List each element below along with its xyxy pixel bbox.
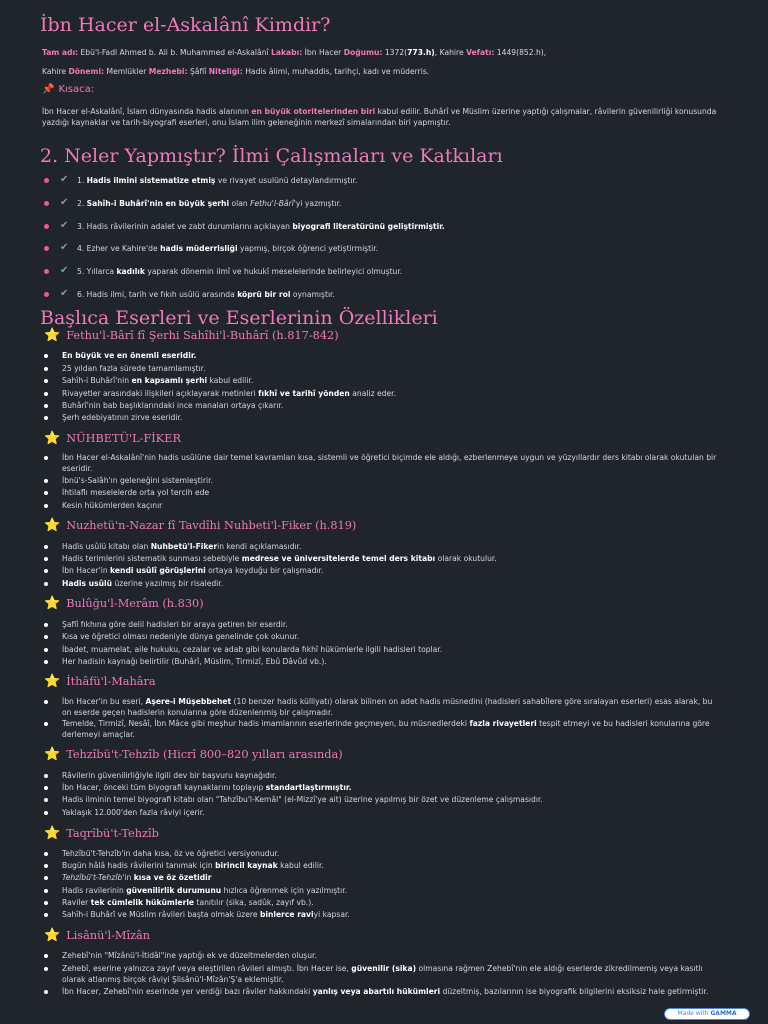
list-item: İbn Hacer, Zehebî'nin eserinde yer verdiği bazı râviler hakkındaki yanlış veya abartılı hükümleri düzeltmiş, bazılarının ise biyografik bilgilerini eksiksiz hale getirmiştir. — [44, 986, 724, 997]
check-icon: ✔ — [60, 197, 69, 208]
list-item: Buhârî'nin bab başlıklarındaki ince manaları ortaya çıkarır. — [44, 400, 724, 411]
star-icon: ⭐ — [44, 747, 61, 762]
list-item: Kesin hükümlerden kaçınır — [44, 500, 724, 511]
star-icon: ⭐ — [44, 431, 61, 446]
list-item: İbnü's-Salâh'ın geleneğini sistemleştirir. — [44, 475, 724, 486]
bullet-dot-icon — [44, 269, 49, 274]
bullet-dot-icon — [44, 292, 49, 297]
list-item: ✔ 4. Ezher ve Kahire'de hadis müderrisliği yapmış, birçok öğrenci yetiştirmiştir. — [44, 243, 378, 254]
info-line-1: Tam adı: Ebü'l-Fadl Ahmed b. Ali b. Muhammed el-Askalânî Lakabı: İbn Hacer Doğumu: 1372(773.h), Kahire Vefatı: 1449(852.h), — [42, 48, 547, 57]
work-title-nuzhetun-nazar: ⭐ Nuzhetü'n-Nazar fî Tavdîhi Nuhbeti'l-Fiker (h.819) — [44, 518, 357, 533]
list-item: Temelde, Tirmizî, Nesâî, İbn Mâce gibi meşhur hadis imamlarının eserlerinde geçmeyen, bu müsnedlerdeki fazla rivayetleri tespit etmeyi ve bu hadisleri konularına göre derlemeyi amaçlar. — [44, 718, 724, 740]
work-title-tehzibut-tehzib: ⭐ Tehzîbü't-Tehzîb (Hicrî 800–820 yılları arasında) — [44, 747, 343, 762]
list-item: İbn Hacer'in kendi usûlî görüşlerini ortaya koyduğu bir çalışmadır. — [44, 565, 724, 576]
list-item: Tehzîbü't-Tehzîb'in kısa ve öz özetidir — [44, 872, 724, 883]
work-title-ithaful-mahara: ⭐ İthâfü'l-Mahâra — [44, 674, 156, 689]
list-item: ✔ 3. Hadis râvilerinin adalet ve zabt durumlarını açıklayan biyografi literatürünü geliştirmiştir. — [44, 221, 445, 232]
list-item: İhtilaflı meselelerde orta yol tercih ede — [44, 487, 724, 498]
pushpin-icon: 📌 — [42, 84, 55, 95]
bullet-dot-icon — [44, 246, 49, 251]
star-icon: ⭐ — [44, 328, 61, 343]
list-item: İbadet, muamelat, aile hukuku, cezalar ve adab gibi konularda fıkhî hükümlerle ilgili hadisleri toplar. — [44, 644, 724, 655]
work-title-fethul-bari: ⭐ Fethu'l-Bârî fî Şerhi Sahîhi'l-Buhârî (h.817-842) — [44, 328, 339, 343]
star-icon: ⭐ — [44, 596, 61, 611]
list-item: Hadis ravilerinin güvenilirlik durumunu hızlıca öğrenmek için yazılmıştır. — [44, 885, 724, 896]
list-item: Sahîh-i Buhârî ve Müslim râvileri başta olmak üzere binlerce raviyi kapsar. — [44, 909, 724, 920]
check-icon: ✔ — [60, 288, 69, 299]
list-item: 25 yıldan fazla sürede tamamlamıştır. — [44, 363, 724, 374]
list-item: En büyük ve en önemli eseridir. — [44, 350, 724, 361]
list-item: Rivayetler arasındaki ilişkileri açıklayarak metinleri fıkhî ve tarihî yönden analiz eder. — [44, 388, 724, 399]
check-icon: ✔ — [60, 265, 69, 276]
star-icon: ⭐ — [44, 518, 61, 533]
work-title-taqribut-tehzib: ⭐ Taqrîbü't-Tehzîb — [44, 826, 159, 841]
list-item: Tehzîbü't-Tehzîb'in daha kısa, öz ve öğretici versiyonudur. — [44, 848, 724, 859]
check-icon: ✔ — [60, 174, 69, 185]
summary-paragraph: İbn Hacer el-Askalânî, İslam dünyasında hadis alanının en büyük otoritelerinden biri kabul edilir. Buhârî ve Müslim üzerine yaptığı çalışmalar, râvilerin güvenilirliği konusunda yazdığı kaynaklar ve tarih-biyografi eserleri, onu İslam ilim geleneğinin merkezî simalarından biri yapmıştır. — [42, 107, 717, 127]
star-icon: ⭐ — [44, 674, 61, 689]
list-item: ✔ 6. Hadis ilmi, tarih ve fıkıh usûlü arasında köprü bir rol oynamıştır. — [44, 289, 335, 300]
work-title-lisanul-mizan: ⭐ Lisânü'l-Mîzân — [44, 928, 151, 943]
list-item: Her hadisin kaynağı belirtilir (Buhârî, Müslim, Tirmizî, Ebû Dâvûd vb.). — [44, 656, 724, 667]
list-item: ✔ 5. Yıllarca kadılık yaparak dönemin ilmî ve hukukî meselelerinde belirleyici olmuştur. — [44, 266, 402, 277]
list-item: Zehebî, eserine yalnızca zayıf veya eleştirilen râvileri almıştı. İbn Hacer ise, güvenilir (sika) olmasına rağmen Zehebî'nin ele aldığı eserlerde zikredilmemiş veya kasıtlı olarak atlanmış birçok râviyi Şlisânü'l-Mîzân'Ş'a eklemiştir. — [44, 963, 724, 985]
section-title-calismalari: 2. Neler Yapmıştır? İlmi Çalışmaları ve Katkıları — [40, 145, 503, 167]
list-item: Raviler tek cümlelik hükümlerle tanıtılır (sika, sadûk, zayıf vb.). — [44, 897, 724, 908]
list-item: Sahîh-i Buhârî'nin en kapsamlı şerhi kabul edilir. — [44, 375, 724, 386]
section-title-eserleri: Başlıca Eserleri ve Eserlerinin Özellikleri — [40, 307, 438, 329]
star-icon: ⭐ — [44, 826, 61, 841]
kisaca-heading: 📌 Kısaca: — [42, 84, 95, 95]
bullet-dot-icon — [44, 224, 49, 229]
list-item: Kısa ve öğretici olması nedeniyle dünya genelinde çok okunur. — [44, 631, 724, 642]
bullet-dot-icon — [44, 178, 49, 183]
list-item: Hadis usûlü kitabı olan Nuhbetü'l-Fikerin kendi açıklamasıdır. — [44, 541, 724, 552]
list-item: Zehebî'nin "Mîzânü'l-İtidâl"ine yaptığı ek ve düzeltmelerden oluşur. — [44, 950, 724, 961]
check-icon: ✔ — [60, 242, 69, 253]
list-item: İbn Hacer'in bu eseri, Aşere-i Müşebbehet (10 benzer hadis külliyatı) olarak bilinen on adet hadis müsnedini (hadisleri sahabîlere göre sıralayan eserleri) esas alarak, bu on eserde geçen hadislerin konularına göre düzenlenmiş bir çalışmadır. — [44, 696, 724, 718]
made-with-gamma-badge[interactable]: Made with GAMMA — [664, 1008, 750, 1020]
bullet-dot-icon — [44, 201, 49, 206]
list-item: Şafiî fıkhına göre delil hadisleri bir araya getiren bir eserdir. — [44, 619, 724, 630]
check-icon: ✔ — [60, 220, 69, 231]
work-title-bulugul-meram: ⭐ Bulûğu'l-Merâm (h.830) — [44, 596, 204, 611]
star-icon: ⭐ — [44, 928, 61, 943]
list-item: Yaklaşık 12.000'den fazla râviyi içerir. — [44, 807, 724, 818]
list-item: İbn Hacer, önceki tüm biyografi kaynaklarını toplayıp standartlaştırmıştır. — [44, 782, 724, 793]
list-item: ✔ 2. Sahîh-i Buhârî'nin en büyük şerhi olan Fethu'l-Bârî'yi yazmıştır. — [44, 198, 341, 209]
list-item: Râvilerin güvenilirliğiyle ilgili dev bir başvuru kaynağıdır. — [44, 770, 724, 781]
list-item: ✔ 1. Hadis ilmini sistematize etmiş ve rivayet usulünü detaylandırmıştır. — [44, 175, 357, 186]
list-item: Hadis terimlerini sistematik sunması sebebiyle medrese ve üniversitelerde temel ders kitabı olarak okutulur. — [44, 553, 724, 564]
work-title-nuhbetul-fiker: ⭐ NÜHBETÜ'L-FİKER — [44, 431, 181, 446]
list-item: Hadis ilminin temel biyografi kitabı olan "Tahzîbu'l-Kemâl" (el-Mizzî'ye ait) üzerine yapılmış bir özet ve düzenleme çalışmasıdır. — [44, 794, 724, 805]
list-item: Şerh edebiyatının zirve eseridir. — [44, 412, 724, 423]
list-item: Bugün hâlâ hadis râvilerini tanımak için birincil kaynak kabul edilir. — [44, 860, 724, 871]
section-title-kimdir: İbn Hacer el-Askalânî Kimdir? — [40, 14, 331, 36]
list-item: Hadis usûlü üzerine yazılmış bir risaledir. — [44, 578, 724, 589]
list-item: İbn Hacer el-Askalânî'nin hadis usûlüne dair temel kavramları kısa, sistemli ve öğretici biçimde ele aldığı, ezberlenmeye uygun ve yüzyıllardır ders kitabı olarak okutulan bir eseridir. — [44, 452, 724, 474]
info-line-2: Kahire Dönemi: Memlükler Mezhebi: Şâfiî Niteliği: Hadis âlimi, muhaddis, tarihçi, kadı ve müderris. — [42, 67, 430, 76]
